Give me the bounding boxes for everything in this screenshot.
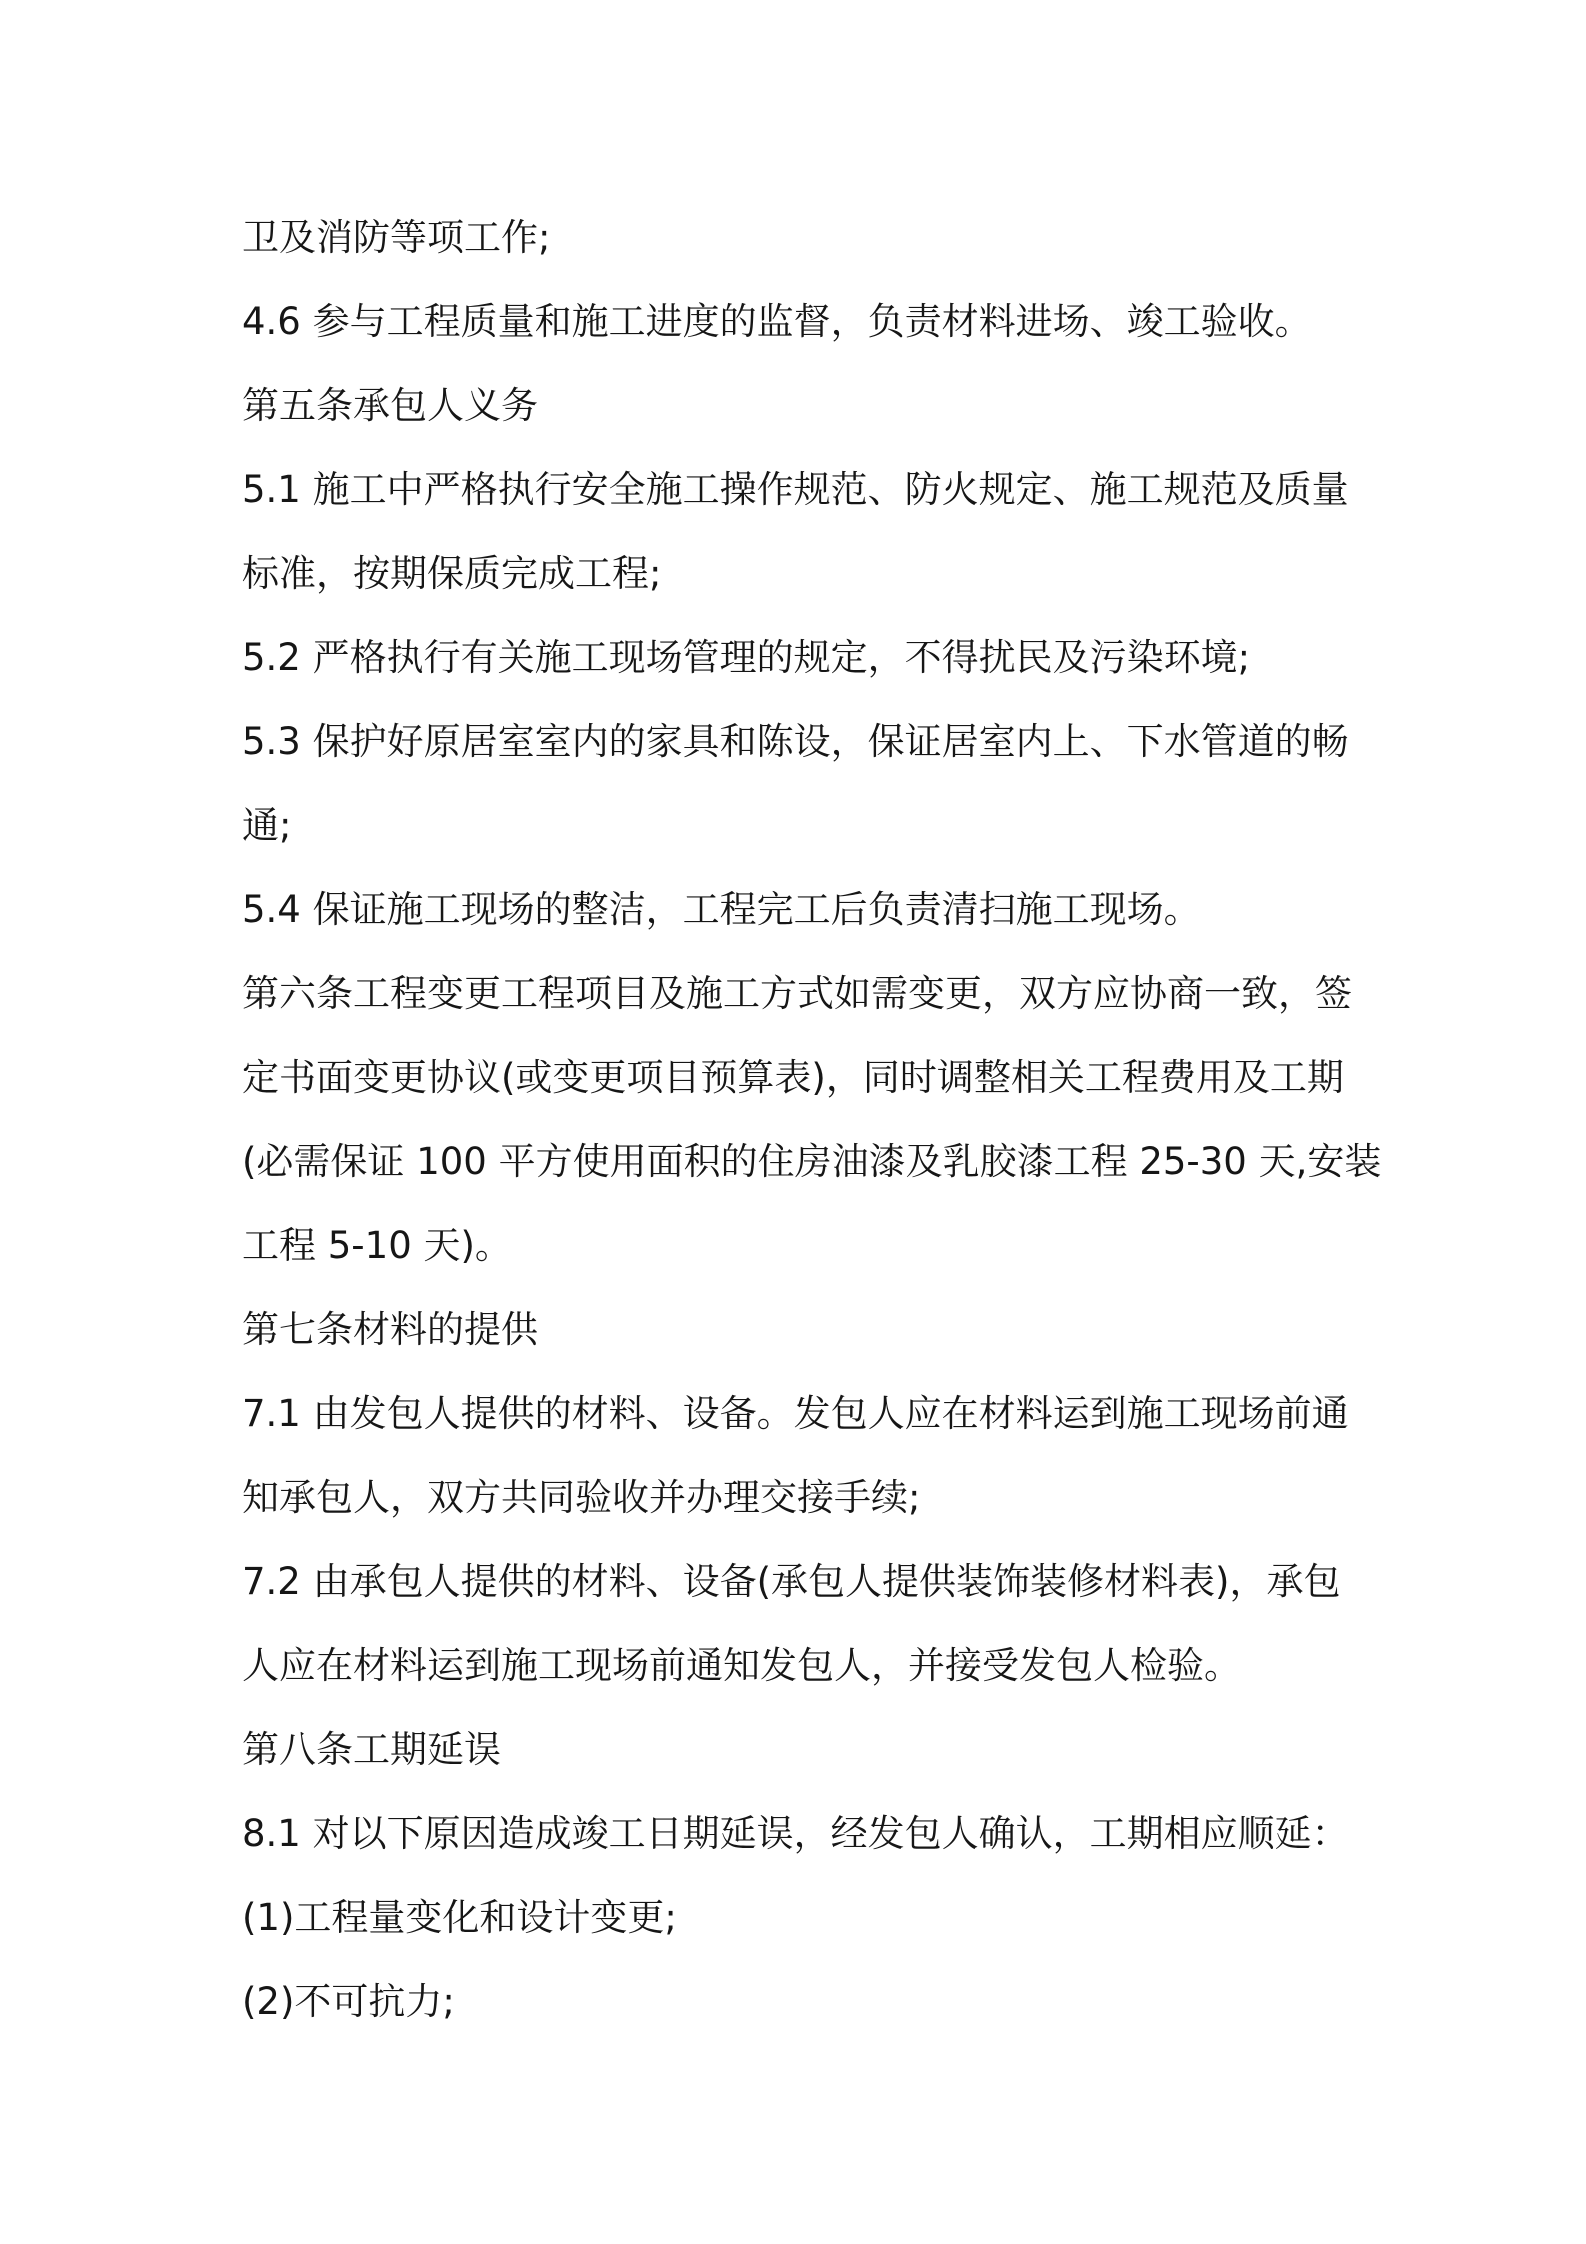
list-item: (1)工程量变化和设计变更; — [242, 1896, 677, 1939]
text-line: (必需保证 100 平方使用面积的住房油漆及乳胶漆工程 25-30 天,安装 — [242, 1140, 1382, 1183]
text-line: 通; — [242, 804, 292, 847]
text-line: 5.4 保证施工现场的整洁，工程完工后负责清扫施工现场。 — [242, 888, 1201, 931]
section-heading: 第六条工程变更工程项目及施工方式如需变更，双方应协商一致，签 — [242, 972, 1352, 1015]
text-line: 工程 5-10 天)。 — [242, 1224, 512, 1267]
text-line: 7.1 由发包人提供的材料、设备。发包人应在材料运到施工现场前通 — [242, 1392, 1349, 1435]
text-line: 4.6 参与工程质量和施工进度的监督，负责材料进场、竣工验收。 — [242, 300, 1312, 343]
list-item: (2)不可抗力; — [242, 1980, 455, 2023]
text-line: 5.1 施工中严格执行安全施工操作规范、防火规定、施工规范及质量 — [242, 468, 1349, 511]
text-line: 标准，按期保质完成工程; — [242, 552, 662, 595]
section-heading: 第五条承包人义务 — [242, 384, 538, 427]
document-body — [242, 196, 1382, 2044]
text-line: 5.3 保护好原居室室内的家具和陈设，保证居室内上、下水管道的畅 — [242, 720, 1349, 763]
text-line: 人应在材料运到施工现场前通知发包人，并接受发包人检验。 — [242, 1644, 1241, 1687]
text-line: 5.2 严格执行有关施工现场管理的规定，不得扰民及污染环境; — [242, 636, 1251, 679]
text-line: 8.1 对以下原因造成竣工日期延误，经发包人确认，工期相应顺延： — [242, 1812, 1349, 1855]
text-line: 定书面变更协议(或变更项目预算表)，同时调整相关工程费用及工期 — [242, 1056, 1344, 1099]
section-heading: 第七条材料的提供 — [242, 1308, 538, 1351]
text-line: 7.2 由承包人提供的材料、设备(承包人提供装饰装修材料表)，承包 — [242, 1560, 1341, 1603]
section-heading: 第八条工期延误 — [242, 1728, 501, 1771]
text-line: 卫及消防等项工作; — [242, 216, 551, 259]
text-line: 知承包人，双方共同验收并办理交接手续; — [242, 1476, 921, 1519]
